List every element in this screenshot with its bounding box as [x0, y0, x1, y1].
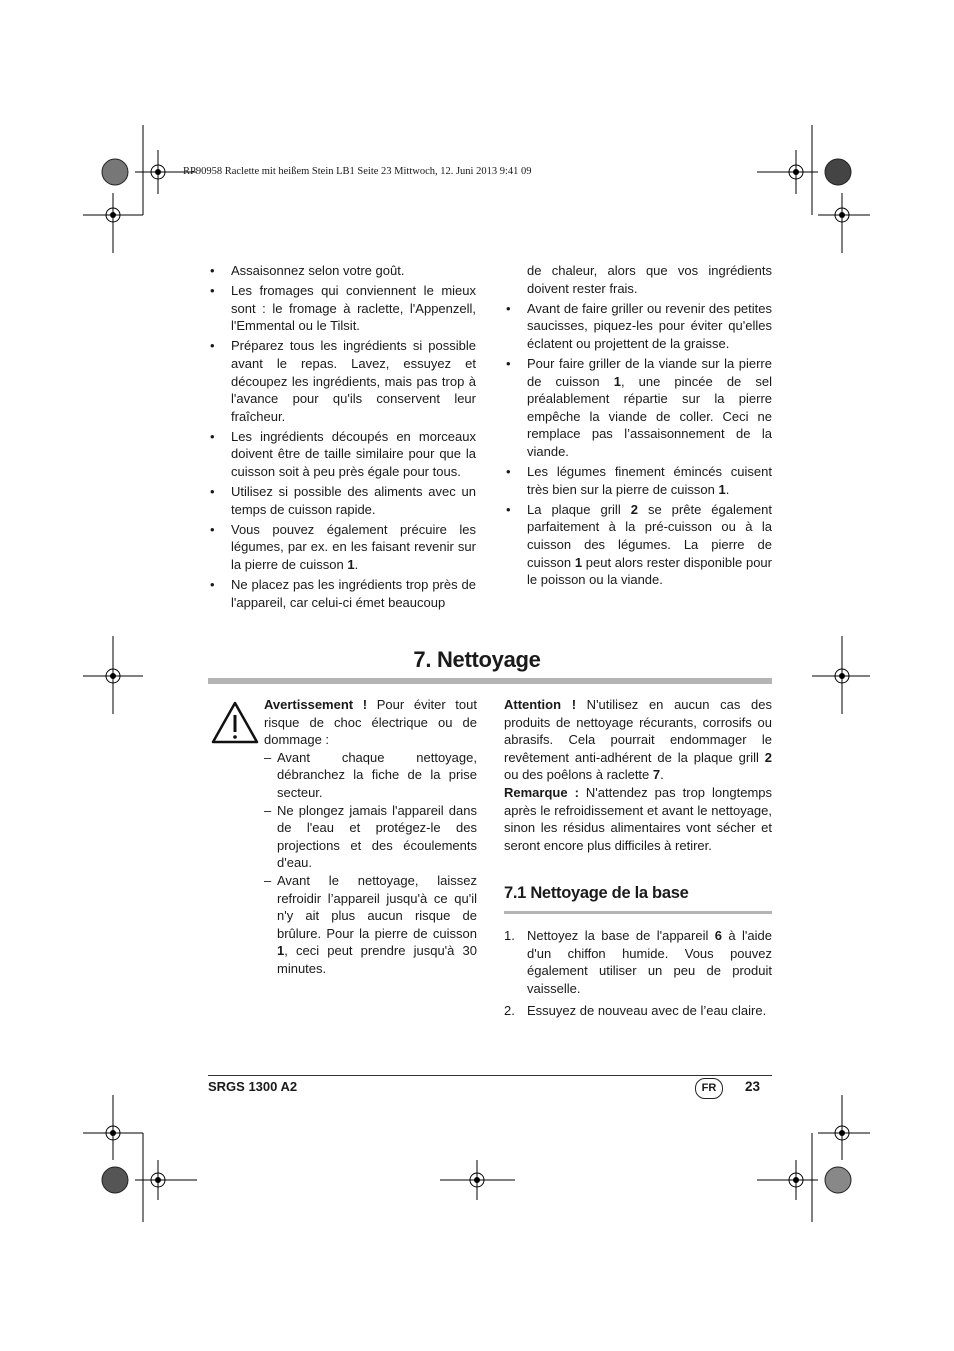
left-column	[208, 262, 476, 614]
language-badge: FR	[695, 1078, 723, 1099]
list-item-continuation: de chaleur, alors que vos ingrédients doivent rester frais.	[527, 263, 772, 296]
steps-list	[504, 927, 772, 1025]
section-title: 7. Nettoyage	[413, 647, 541, 672]
list-item: • Assaisonnez selon votre goût.	[210, 263, 405, 278]
page-number: 23	[745, 1079, 761, 1094]
warning-item: – Ne plongez jamais l'appareil dans de l'eau et protégez-le des projections et des écoulements d'eau.	[264, 802, 477, 871]
footer-rule	[208, 1075, 772, 1076]
list-item: • Les fromages qui conviennent le mieux sont : le fromage à raclette, l'Appenzell, l'Emmental ou le Tilsit.	[210, 283, 476, 334]
warning-triangle-icon	[210, 700, 260, 745]
print-info: RP90958 Raclette mit heißem Stein LB1 Seite 23 Mittwoch, 12. Juni 2013 9:41 09	[183, 166, 532, 177]
list-item: • Pour faire griller de la viande sur la pierre de cuisson 1, une pincée de sel préalablement répartie sur la pierre empêche la viande de coller. Ceci ne remplace pas l’assaisonnement de la viande.	[506, 355, 772, 459]
list-item: • Préparez tous les ingrédients si possible avant le repas. Lavez, essuyez et découpez les ingrédients, mais pas trop à l'avance pour qu'ils conservent leur fraîcheur.	[210, 338, 476, 424]
warning-item: – Avant le nettoyage, laissez refroidir l’appareil jusqu'à ce qu'il n'y ait plus aucun risque de brûlure. Pour la pierre de cuisson 1, ceci peut prendre jusqu'à 30 minutes.	[264, 872, 477, 976]
warning-item: – Avant chaque nettoyage, débranchez la fiche de la prise secteur.	[264, 749, 477, 800]
list-item: • Les légumes finement émincés cuisent très bien sur la pierre de cuisson 1.	[506, 464, 772, 497]
list-item: • Vous pouvez également précuire les légumes, par ex. en les faisant revenir sur la pierre de cuisson 1.	[210, 521, 476, 572]
list-item: • Utilisez si possible des aliments avec un temps de cuisson rapide.	[210, 484, 476, 517]
subsection-title: 7.1 Nettoyage de la base	[504, 884, 689, 902]
list-item: • Avant de faire griller ou revenir des petites saucisses, piquez-les pour éviter qu'elles éclatent ou projettent de la graisse.	[506, 300, 772, 351]
list-item: • Ne placez pas les ingrédients trop près de l'appareil, car celui-ci émet beaucoup	[210, 577, 476, 610]
attention-block: Attention ! N'utilisez en aucun cas des produits de nettoyage récurants, corrosifs ou abrasifs. Cela pourrait endommager le revêtement anti-adhérent de la plaque grill 2 ou des poêlons à raclette 7. Remarque : N'attendez pas trop longtemps après le refroidissement et avant le nettoyage, sinon les résidus alimentaires vont sécher et seront encore plus difficiles à retirer.	[504, 697, 773, 853]
list-item: • La plaque grill 2 se prête également parfaitement à la pré-cuisson ou à la cuisson des légumes. La pierre de cuisson 1 peut alors rester disponible pour le poisson ou la viande.	[506, 501, 773, 588]
right-column	[504, 262, 772, 591]
list-item: 2. Essuyez de nouveau avec de l’eau claire.	[504, 1003, 767, 1019]
warning-block: Avertissement ! Pour éviter tout risque de choc électrique ou de dommage : – Avant chaque nettoyage, débranchez la fiche de la prise secteur. – Ne plongez jamais l'appareil dans de l'eau et protégez-le des projections et des écoulements d'eau. – Avant le nettoyage, laissez refroidir l’appareil jusqu'à ce qu'il n'y ait plus aucun risque de brûlure. Pour la pierre de cuisson 1, ceci peut prendre jusqu'à 30 minutes.	[264, 697, 477, 976]
footer-model: SRGS 1300 A2	[208, 1079, 298, 1094]
list-item: • Les ingrédients découpés en morceaux doivent être de taille similaire pour que la cuisson soit à peu près égale pour tous.	[210, 428, 476, 480]
section-divider	[208, 678, 772, 684]
subsection-divider	[504, 911, 772, 914]
list-item: 1. Nettoyez la base de l'appareil 6 à l'aide d'un chiffon humide. Vous pouvez également utiliser un peu de produit vaisselle.	[504, 928, 772, 996]
